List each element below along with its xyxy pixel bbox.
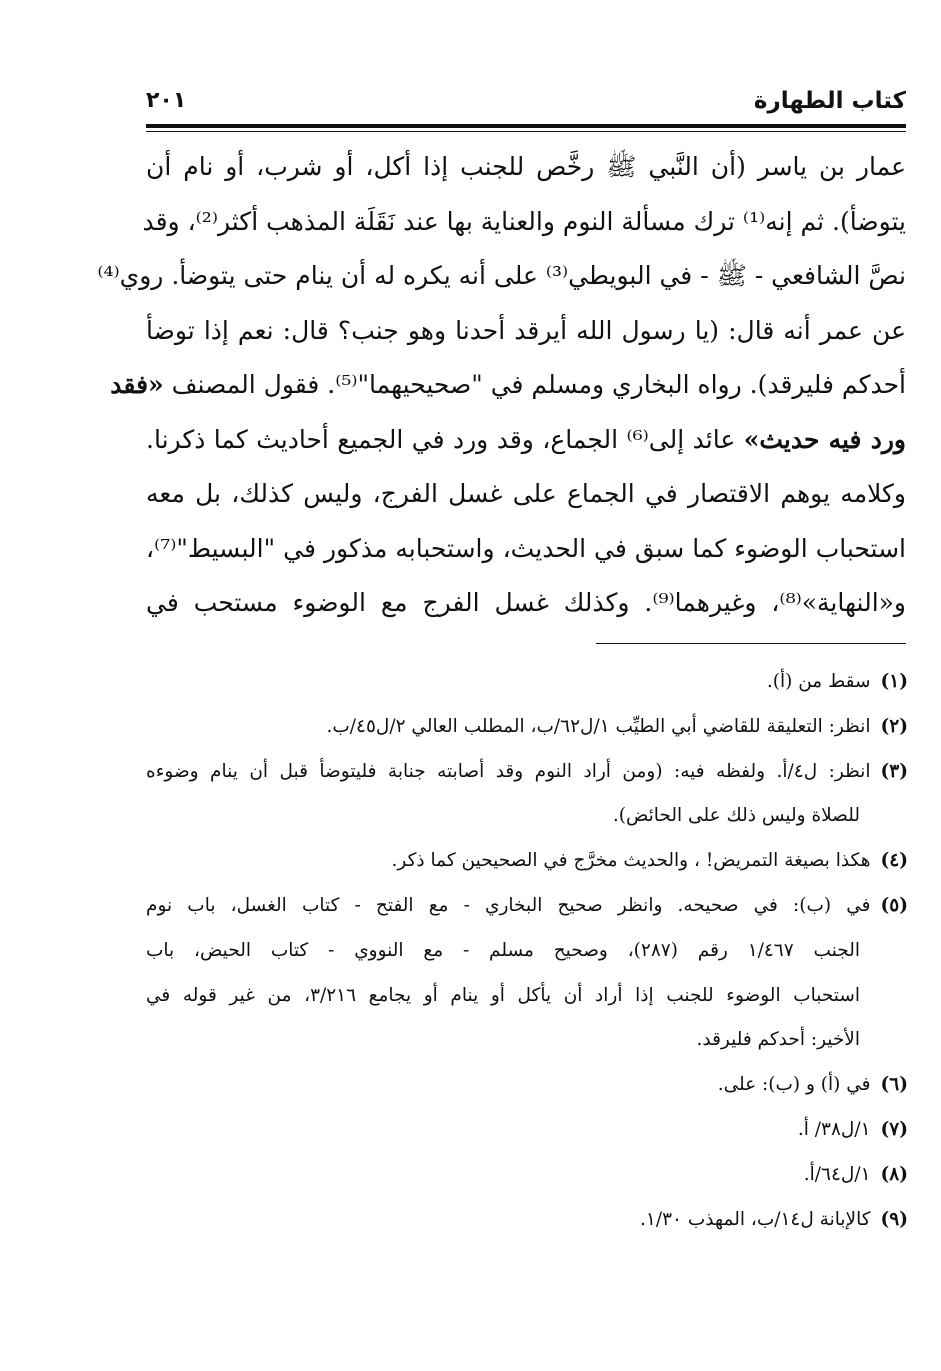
footnote-3-continued: للصلاة وليس ذلك على الحائض). <box>612 805 860 827</box>
body-line: يتوضأ). ثم إنه⁽¹⁾ ترك مسألة النوم والعناية بها عند نَقَلَة المذهب أكثر⁽²⁾، وقد <box>142 206 906 236</box>
bold-quote: «فقد <box>110 370 164 399</box>
bold-quote: ورد فيه حديث» <box>743 424 906 454</box>
page-number: ٢٠١ <box>146 88 187 113</box>
body-line: استحباب الوضوء كما سبق في الحديث، واستحبابه مذكور في "البسيط"⁽⁷⁾، <box>146 533 906 563</box>
body-line: نصَّ الشافعي - ﷺ - في البويطي⁽³⁾ على أنه يكره له أن ينام حتى يتوضأ. روي⁽⁴⁾ <box>97 261 906 290</box>
footnote-6 <box>146 1063 908 1108</box>
footnote-number: (١) <box>880 671 908 692</box>
main-text <box>97 140 907 631</box>
body-line: و«النهاية»⁽⁸⁾، وغيرهما⁽⁹⁾. وكذلك غسل الفرج مع الوضوء مستحب في <box>146 588 907 617</box>
footnote-9 <box>146 1198 908 1243</box>
footnote-number: (٣) <box>880 760 908 782</box>
footnote-3 <box>146 750 908 795</box>
body-line: وكلامه يوهم الاقتصار في الجماع على غسل الفرج، وليس كذلك، بل معه <box>146 479 906 508</box>
footnote-number: (٢) <box>880 715 908 737</box>
footnote-number: (٥) <box>880 894 908 916</box>
footnote-number: (٧) <box>880 1118 908 1140</box>
footnote-text: ١/ل٦٤/أ. <box>803 1163 871 1185</box>
footnote-text: ١/ل٣٨/ أ. <box>797 1118 871 1140</box>
footnote-text: سقط من (أ). <box>766 671 871 692</box>
footnote-text: انظر: ل٤/أ. ولفظه فيه: (ومن أراد النوم وقد أصابته جنابة فليتوضأ قبل أن ينام وضوءه <box>146 760 871 782</box>
footnote-text: كالإبانة ل١٤/ب، المهذب ١/٣٠. <box>640 1208 871 1230</box>
footnote-number: (٤) <box>880 850 908 872</box>
footnote-text: في (أ) و (ب): على. <box>717 1074 871 1096</box>
body-line: عن عمر أنه قال: (يا رسول الله أيرقد أحدنا وهو جنب؟ قال: نعم إذا توضأ <box>146 315 906 345</box>
body-line: عمار بن ياسر (أن النَّبي ﷺ رخَّص للجنب إذا أكل، أو شرب، أو نام أن <box>146 152 906 181</box>
footnote-text: انظر: التعليقة للقاضي أبي الطيِّب ١/ل٦٢/ب، المطلب العالي ٢/ل٤٥/ب. <box>326 715 871 737</box>
footnote-5-continued: الجنب ١/٤٦٧ رقم (٢٨٧)، وصحيح مسلم - مع النووي - كتاب الحيض، باب <box>146 939 860 961</box>
footnote-2 <box>146 705 908 750</box>
footnote-4 <box>146 839 908 884</box>
footnote-number: (٦) <box>880 1074 908 1096</box>
footnote-7 <box>146 1108 908 1153</box>
body-line: ورد فيه حديث» عائد إلى⁽⁶⁾ الجماع، وقد ورد في الجميع أحاديث كما ذكرنا. <box>146 424 906 454</box>
footnote-number: (٨) <box>880 1163 908 1185</box>
footnote-8 <box>146 1153 908 1198</box>
chapter-title: كتاب الطهارة <box>753 88 906 114</box>
footnotes <box>146 660 908 1242</box>
footnote-number: (٩) <box>880 1208 908 1230</box>
footnote-text: في (ب): في صحيحه. وانظر صحيح البخاري - مع الفتح - كتاب الغسل، باب نوم <box>146 894 871 916</box>
footnote-text: هكذا بصيغة التمريض! ، والحديث مخرَّج في الصحيحين كما ذكر. <box>391 850 871 872</box>
page-header <box>146 88 906 122</box>
footnote-separator <box>596 643 906 644</box>
header-rule-thin <box>146 131 906 132</box>
body-line: أحدكم فليرقد). رواه البخاري ومسلم في "صحيحيهما"⁽⁵⁾. فقول المصنف «فقد <box>110 370 906 399</box>
footnote-5 <box>146 884 908 929</box>
footnote-5-continued: الأخير: أحدكم فليرقد. <box>696 1029 860 1051</box>
header-rule-thick <box>146 124 906 128</box>
footnote-5-continued: استحباب الوضوء للجنب إذا أراد أن يأكل أو ينام أو يجامع ٣/٢١٦، من غير قوله في <box>146 984 860 1006</box>
footnote-1 <box>146 660 908 705</box>
